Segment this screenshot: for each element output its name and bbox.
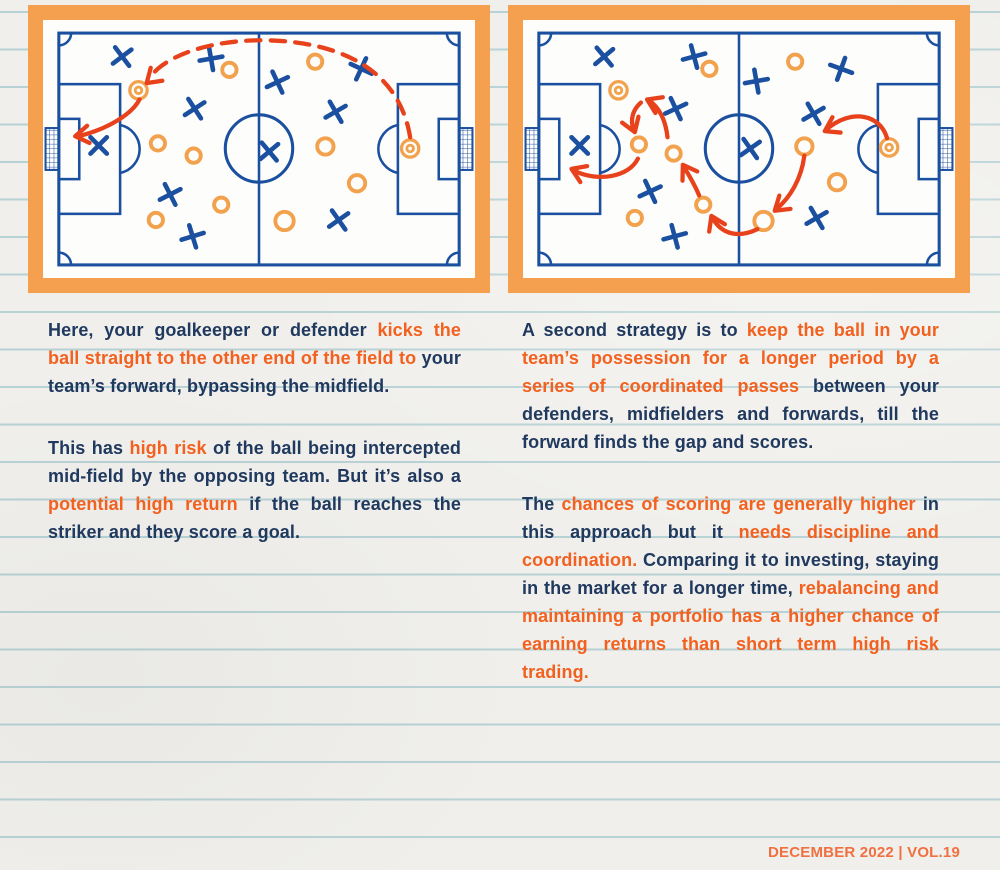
- opponent-x-marker: [160, 184, 181, 205]
- text-segment-orange: needs discipline and coordination.: [522, 522, 939, 570]
- text-segment-orange: keep the ball in your team’s possession for a longer period by a series of coordinated passes: [522, 320, 939, 396]
- opponent-x-marker: [326, 102, 346, 122]
- pitch-lines: [46, 33, 473, 265]
- teammate-o-marker: [214, 198, 228, 212]
- opponent-x-marker: [572, 137, 588, 153]
- opponent-x-marker: [640, 181, 661, 202]
- text-segment-navy: in this approach but it: [522, 494, 940, 542]
- paragraph: [48, 434, 461, 546]
- opponent-x-marker: [741, 139, 760, 158]
- text-segment-navy: This has: [48, 438, 130, 458]
- diagram-canvas-possession: [523, 20, 955, 278]
- pass-arrow: [675, 160, 699, 195]
- teammate-o-marker: [628, 211, 642, 225]
- pass-arrow: [769, 156, 804, 218]
- text-segment-navy: The: [522, 494, 562, 514]
- opponent-x-marker: [745, 70, 768, 93]
- goal-left: [526, 128, 539, 170]
- teammate-o-marker: [666, 146, 680, 160]
- teammate-o-marker: [796, 138, 812, 154]
- text-segment-orange: chances of scoring are generally higher: [561, 494, 923, 514]
- opponent-x-marker: [595, 48, 613, 66]
- diagram-frame-possession: [508, 5, 970, 293]
- pitch-lines: [526, 33, 953, 265]
- opponent-x-marker: [113, 47, 131, 65]
- text-segment-navy: between your defenders, midfielders and forwards, till the forward finds the gap and scores.: [522, 376, 939, 452]
- soccer-field-diagram-possession: [524, 29, 954, 269]
- opponent-x-marker: [182, 225, 204, 247]
- ball-marker: [880, 139, 897, 156]
- teammate-o-marker: [186, 148, 200, 162]
- opponent-x-marker: [267, 72, 288, 93]
- text-segment-orange: kicks the ball straight to the other end of the field to: [48, 320, 462, 368]
- opponent-x-marker: [663, 225, 685, 247]
- teammate-o-marker: [151, 136, 165, 150]
- teammate-o-marker: [149, 213, 163, 227]
- text-segment-navy: your team’s forward, bypassing the midfield.: [48, 348, 461, 396]
- text-segment-navy: of the ball being intercepted mid-field by the opposing team. But it’s also a: [48, 438, 462, 486]
- teammate-o-marker: [788, 55, 802, 69]
- teammate-o-marker: [696, 198, 710, 212]
- text-column-possession: [522, 316, 939, 720]
- paragraph: [522, 490, 939, 686]
- goal-left: [46, 128, 59, 170]
- text-segment-navy: Here, your goalkeeper or defender: [48, 320, 378, 340]
- opponent-x-marker: [807, 208, 827, 228]
- text-segment-orange: potential high return: [48, 494, 250, 514]
- text-column-long-ball: [48, 316, 461, 580]
- teammate-o-marker: [308, 55, 322, 69]
- opponent-x-marker: [830, 58, 852, 80]
- ball-marker: [610, 82, 627, 99]
- opponent-x-marker: [665, 98, 686, 119]
- pass-arrow: [568, 159, 638, 182]
- goal-right: [459, 128, 472, 170]
- opponent-x-marker: [329, 211, 348, 230]
- teammate-o-marker: [222, 63, 236, 77]
- teammate-o-marker: [317, 138, 333, 154]
- soccer-field-diagram-long-ball: [44, 29, 474, 269]
- opponent-x-marker: [200, 47, 223, 70]
- text-segment-orange: high risk: [129, 438, 214, 458]
- text-segment-navy: if the ball reaches the striker and they score a goal.: [48, 494, 461, 542]
- opponent-x-marker: [185, 99, 204, 118]
- goal-right: [939, 128, 952, 170]
- text-segment-navy: Comparing it to investing, staying in the market for a longer time,: [522, 550, 939, 598]
- ball-marker: [130, 82, 147, 99]
- pass-arrow: [704, 212, 758, 234]
- opponent-x-marker: [90, 137, 106, 153]
- ball-marker: [401, 140, 418, 157]
- pass-arrow: [141, 40, 410, 137]
- diagram-canvas-long-ball: [43, 20, 475, 278]
- pass-arrow: [622, 103, 643, 136]
- opponent-x-marker: [260, 143, 278, 161]
- opponent-x-marker: [804, 104, 824, 124]
- diagram-frame-long-ball: [28, 5, 490, 293]
- text-segment-navy: A second strategy is to: [522, 320, 747, 340]
- teammate-o-marker: [632, 137, 646, 151]
- issue-footer: DECEMBER 2022 | VOL.19: [768, 844, 960, 861]
- teammate-o-marker: [829, 174, 845, 190]
- paragraph: [522, 316, 939, 456]
- text-segment-orange: rebalancing and maintaining a portfolio has a higher chance of earning returns than short term high risk trading.: [522, 578, 939, 682]
- teammate-o-marker: [349, 175, 365, 191]
- paragraph: [48, 316, 461, 400]
- teammate-o-marker: [702, 62, 716, 76]
- teammate-o-marker: [275, 212, 293, 230]
